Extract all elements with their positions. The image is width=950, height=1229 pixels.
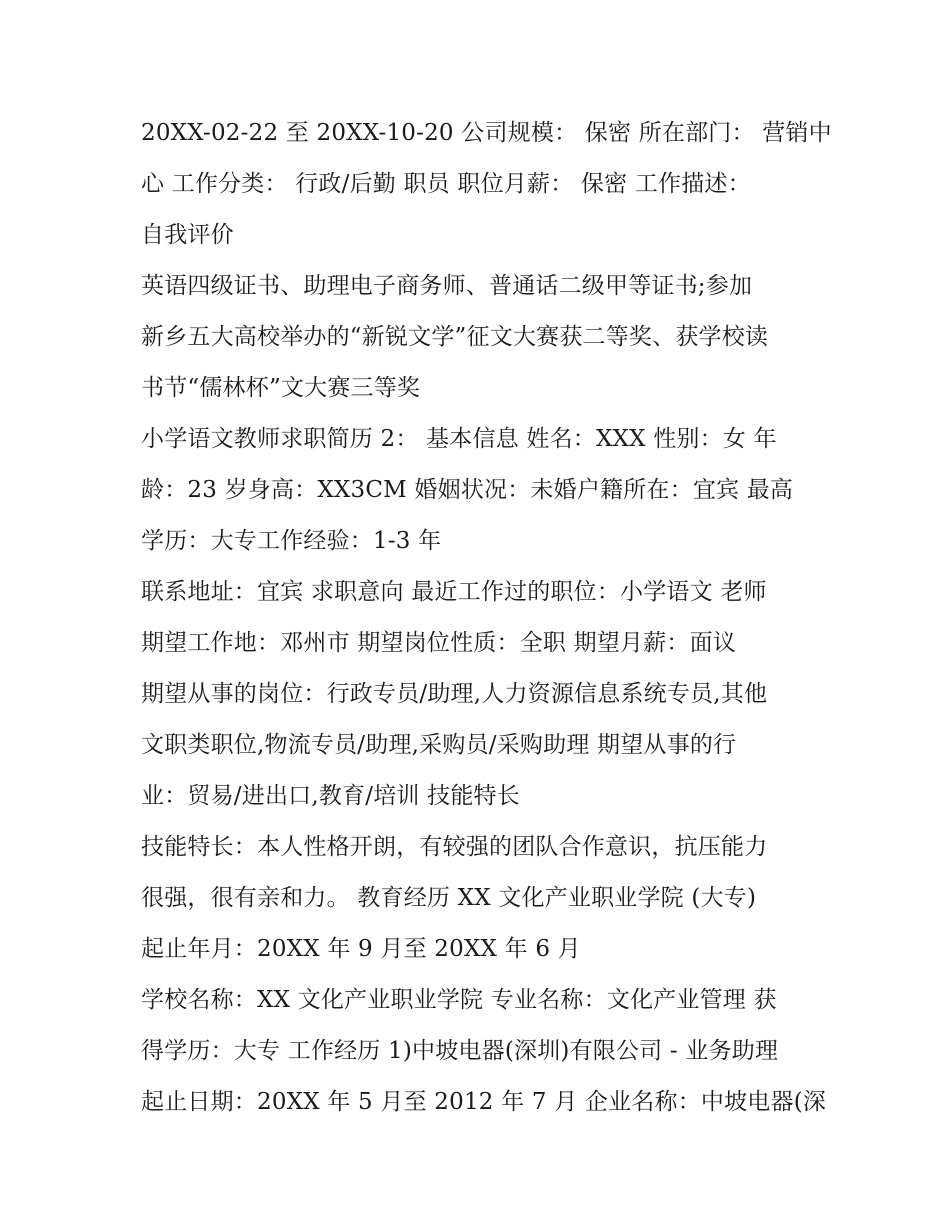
text-line: 联系地址：宜宾 求职意向 最近工作过的职位：小学语文 老师 — [141, 579, 767, 605]
text-line: 书节“儒林杯”文大赛三等奖 — [141, 375, 421, 401]
document-body — [141, 108, 832, 1128]
text-line: 期望工作地：邓州市 期望岗位性质：全职 期望月薪：面议 — [141, 630, 737, 656]
text-line: 龄：23 岁身高：XX3CM 婚姻状况：未婚户籍所在：宜宾 最高 — [141, 477, 794, 503]
text-line: 很强，很有亲和力。 教育经历 XX 文化产业职业学院 (大专) — [141, 885, 757, 911]
text-line: 技能特长：本人性格开朗，有较强的团队合作意识，抗压能力 — [141, 834, 768, 860]
text-line: 新乡五大高校举办的“新锐文学”征文大赛获二等奖、获学校读 — [141, 324, 769, 350]
text-line: 业：贸易/进出口,教育/培训 技能特长 — [141, 783, 520, 809]
text-line: 20XX-02-22 至 20XX-10-20 公司规模： 保密 所在部门： 营销中 — [141, 120, 832, 146]
text-line: 学历：大专工作经验：1-3 年 — [141, 528, 442, 554]
text-line: 得学历：大专 工作经历 1)中坡电器(深圳)有限公司 - 业务助理 — [141, 1038, 779, 1064]
text-line: 起止年月：20XX 年 9 月至 20XX 年 6 月 — [141, 936, 581, 962]
text-line: 文职类职位,物流专员/助理,采购员/采购助理 期望从事的行 — [141, 732, 737, 758]
text-line: 期望从事的岗位：行政专员/助理,人力资源信息系统专员,其他 — [141, 681, 768, 707]
text-line: 起止日期：20XX 年 5 月至 2012 年 7 月 企业名称：中坡电器(深 — [141, 1089, 827, 1115]
text-line: 小学语文教师求职简历 2： 基本信息 姓名：XXX 性别：女 年 — [141, 426, 777, 452]
text-line: 英语四级证书、助理电子商务师、普通话二级甲等证书;参加 — [141, 273, 753, 299]
section-heading-self-evaluation: 自我评价 — [141, 222, 234, 248]
text-line: 学校名称：XX 文化产业职业学院 专业名称：文化产业管理 获 — [141, 987, 777, 1013]
text-line: 心 工作分类： 行政/后勤 职员 职位月薪： 保密 工作描述： — [141, 171, 751, 197]
